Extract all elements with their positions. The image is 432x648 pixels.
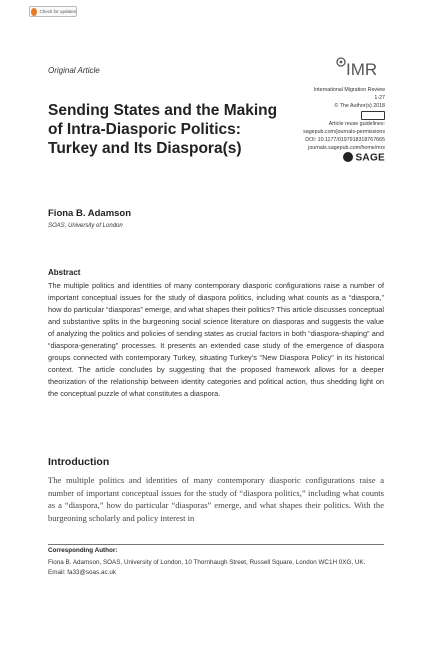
article-metadata (303, 86, 385, 163)
publisher-name: SAGE (355, 152, 385, 164)
journal-logo-text: IMR (346, 60, 378, 79)
article-type: Original Article (48, 66, 100, 75)
publisher-logo (303, 153, 385, 163)
author-name: Fiona B. Adamson (48, 208, 132, 219)
abstract-text: The multiple politics and identities of many contemporary diasporic configurations raise a number of important conceptual issues for the study of diaspora politics, including what counts as a “diaspora,” how do particular “diasporas” emerge, and what shapes their politics? This article discusses conceptual and substantive splits in the burgeoning social science literature on diasporas and suggests the value of analyzing the politics and policies of sending states as crucial factors in both “diaspora-shaping” and “diaspora-generating” processes. It presents an extended case study of the emergence of diaspora groups connected with contemporary Turkey, situating Turkey’s “New Diaspora Policy” in its historical context. The article concludes by suggesting that the proposed framework allows for a deeper theorization of the relationship between identity categories and political action, thus shedding light on the conceptual puzzle of what constitutes a diaspora. (48, 281, 384, 398)
creative-commons-icon (361, 111, 385, 120)
update-icon (31, 8, 37, 16)
author-affiliation: SOAS, University of London (48, 223, 123, 229)
journal-name: International Migration Review (313, 87, 385, 93)
corresponding-author-address: Fiona B. Adamson, SOAS, University of London, 10 Thornhaugh Street, Russell Square, London WC1H 0XG, UK. (48, 559, 366, 566)
reuse-guidelines: Article reuse guidelines: (328, 121, 385, 127)
sage-icon (343, 152, 353, 162)
journal-logo (335, 53, 387, 83)
check-for-updates-label: Check for updates (39, 9, 76, 14)
footnote-divider (48, 544, 384, 545)
introduction-text: The multiple politics and identities of many contemporary diasporic configurations raise a number of important conceptual issues for the study of “diaspora politics,” including what counts as a “diaspora,” how do particular “diasporas” emerge, and what shapes their politics. With the burgeoning scholarly and policy interest in (48, 475, 384, 523)
journal-link[interactable]: journals.sagepub.com/home/mrx (308, 145, 385, 151)
corresponding-author-heading: Corresponding Author: (48, 547, 118, 554)
article-title: Sending States and the Making of Intra-Diasporic Politics: Turkey and Its Diaspora(s) (48, 102, 278, 157)
abstract-heading: Abstract (48, 268, 81, 277)
corresponding-author-details (48, 558, 384, 577)
doi[interactable]: DOI: 10.1177/0197918318767665 (305, 137, 385, 143)
reuse-link[interactable]: sagepub.com/journals-permissions (303, 129, 385, 135)
corresponding-author-email[interactable]: Email: fa33@soas.ac.uk (48, 568, 116, 576)
check-for-updates-badge[interactable] (29, 6, 77, 17)
introduction-heading: Introduction (48, 456, 110, 468)
page-range: 1-27 (374, 95, 385, 101)
copyright: © The Author(s) 2018 (334, 103, 385, 109)
